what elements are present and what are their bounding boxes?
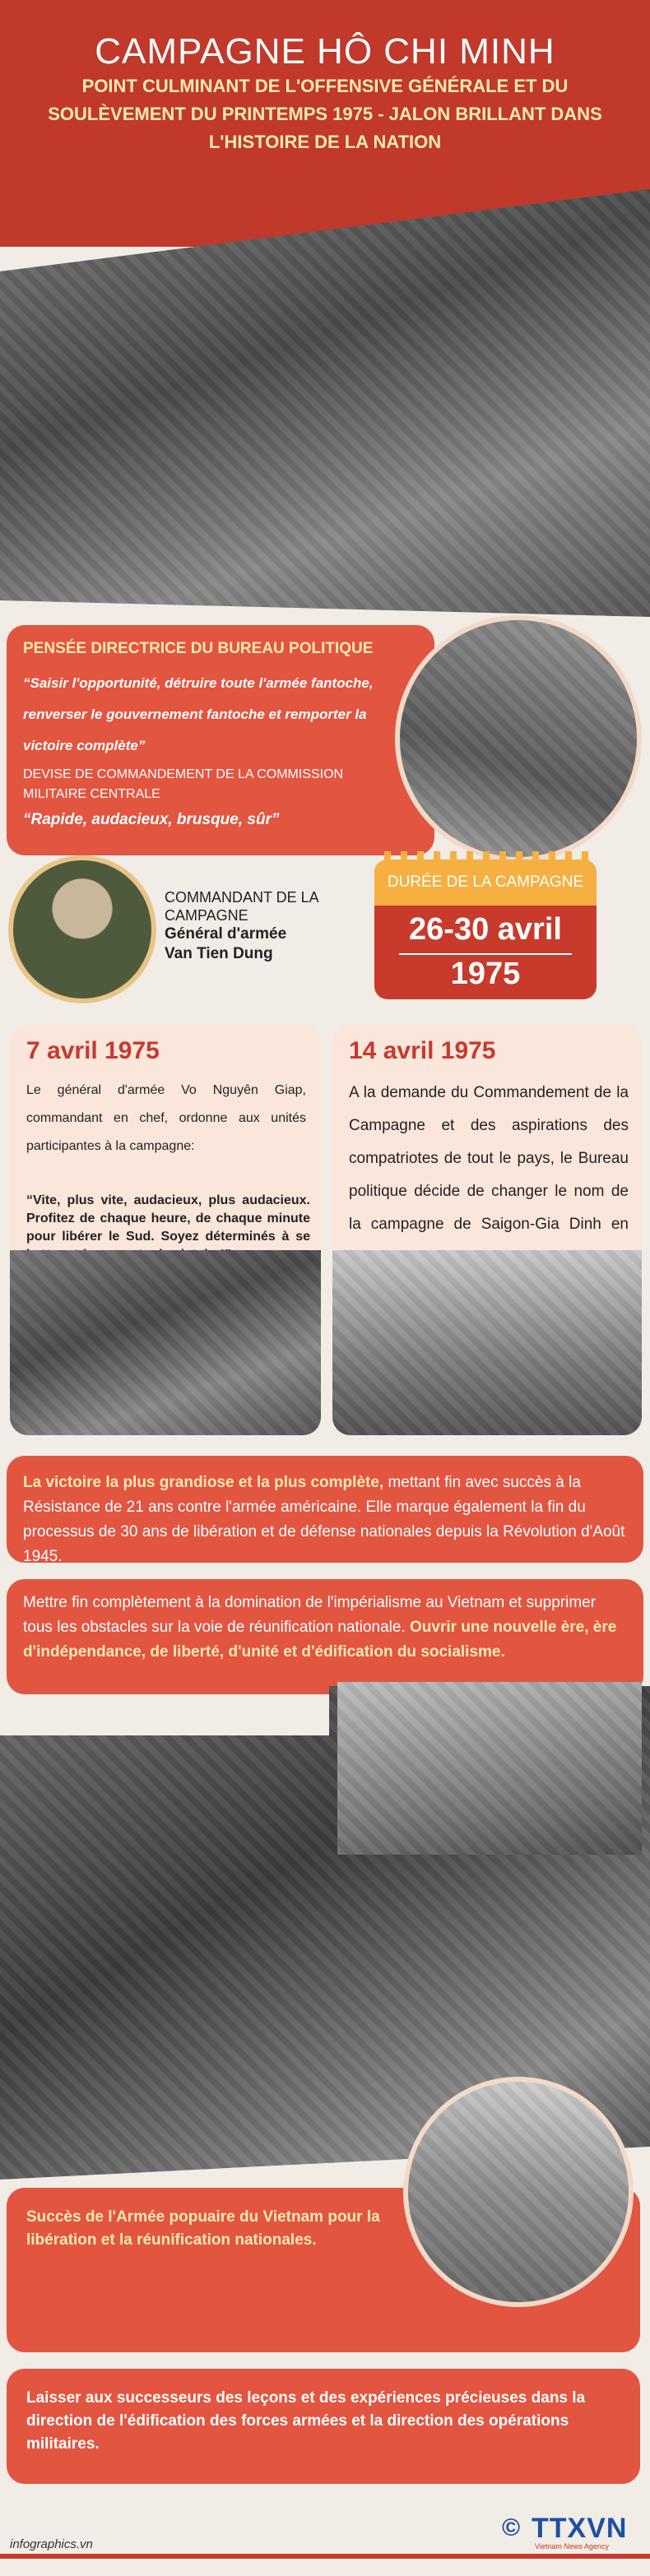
duration-divider xyxy=(399,953,572,955)
commission-devise: DEVISE DE COMMANDEMENT DE LA COMMISSION MILITAIRE CENTRALE xyxy=(23,767,344,801)
april7-date: 7 avril 1975 xyxy=(26,1037,160,1064)
copyright-icon: © xyxy=(502,2514,521,2541)
april14-text: A la demande du Commandement de la Campagne et des aspirations des compatriotes de tout le pays, le Bureau politique décide de changer le nom de la campagne de Saigon-Gia Dinh en xyxy=(349,1084,629,1233)
page-subtitle: POINT CULMINANT DE L'OFFENSIVE GÉNÉRALE ET DU SOULÈVEMENT DU PRINTEMPS 1975 - JALON BRILLANT DANS L'HISTOIRE DE LA NATION xyxy=(48,76,602,152)
end-text: Mettre fin complètement à la domination de l'impérialisme au Vietnam et supprimer tous les obstacles sur la voie de réunification nationale. xyxy=(23,1594,597,1636)
bureau-panel xyxy=(7,625,434,855)
commission-motto: “Rapide, audacieux, brusque, sûr” xyxy=(23,811,280,828)
logo-tagline: Vietnam News Agency xyxy=(535,2542,609,2551)
victory-panel xyxy=(7,1456,643,1563)
general-portrait xyxy=(8,855,156,1003)
end-domination-panel xyxy=(7,1579,643,1694)
end-highlight: Ouvrir une nouvelle ère, ère d'indépendance, de liberté, d'unité et d'édification du socialisme. xyxy=(23,1619,617,1661)
commander-caption xyxy=(165,888,362,964)
page-title: CAMPAGNE HÔ CHI MINH xyxy=(95,31,555,72)
footer-divider xyxy=(0,2554,650,2559)
april7-quote: “Vite, plus vite, audacieux, plus audacieux. Profitez de chaque heure, de chaque minute pour libérer le Sud. Soyez déterminés à se xyxy=(26,1193,310,1244)
river-boats-photo xyxy=(403,2077,634,2307)
legacy-panel xyxy=(7,2369,640,2484)
commander-name-line2: Van Tien Dung xyxy=(165,945,273,962)
commander-role: COMMANDANT DE LA CAMPAGNE xyxy=(165,889,318,924)
logo-name: TTXVN xyxy=(532,2513,628,2544)
commander-name-line1: Général d'armée xyxy=(165,925,287,943)
success-text: Succès de l'Armée popuaire du Vietnam pour la libération et la réunification nationales. xyxy=(26,2208,380,2249)
bureau-quote: “Saisir l'opportunité, détruire toute l'armée fantoche, renverser le gouvernement fantoche et remporter la victoire complète” xyxy=(23,675,374,753)
victory-text: mettant fin avec succès à la Résistance de 21 ans contre l'armée américaine. Elle marque également la fin du processus de 30 ans de libération et de défense nationales depuis la Révolution d'Août 1945. xyxy=(23,1474,625,1565)
palace-photo xyxy=(332,1250,642,1435)
april7-text: Le général d'armée Vo Nguyên Giap, commandant en chef, ordonne aux unités participantes à la campagne: xyxy=(26,1083,306,1153)
meeting-photo xyxy=(395,615,642,862)
soldiers-building-photo xyxy=(337,1682,642,1855)
bureau-heading: PENSÉE DIRECTRICE DU BUREAU POLITIQUE xyxy=(23,640,374,657)
duration-dates: 26-30 avril xyxy=(409,912,562,947)
duration-calendar xyxy=(374,859,597,999)
ttxvn-logo xyxy=(502,2513,642,2550)
april14-date: 14 avril 1975 xyxy=(349,1037,496,1064)
duration-year: 1975 xyxy=(450,957,521,991)
source-link[interactable]: infographics.vn xyxy=(10,2537,93,2551)
victory-highlight: La victoire la plus grandiose et la plus complète, xyxy=(23,1474,384,1491)
armored-vehicle-photo xyxy=(10,1250,321,1435)
duration-label: DURÉE DE LA CAMPAGNE xyxy=(374,859,597,906)
legacy-text: Laisser aux successeurs des leçons et des expériences précieuses dans la direction de l'édification des forces armées et la direction des opérations militaires. xyxy=(26,2389,586,2453)
